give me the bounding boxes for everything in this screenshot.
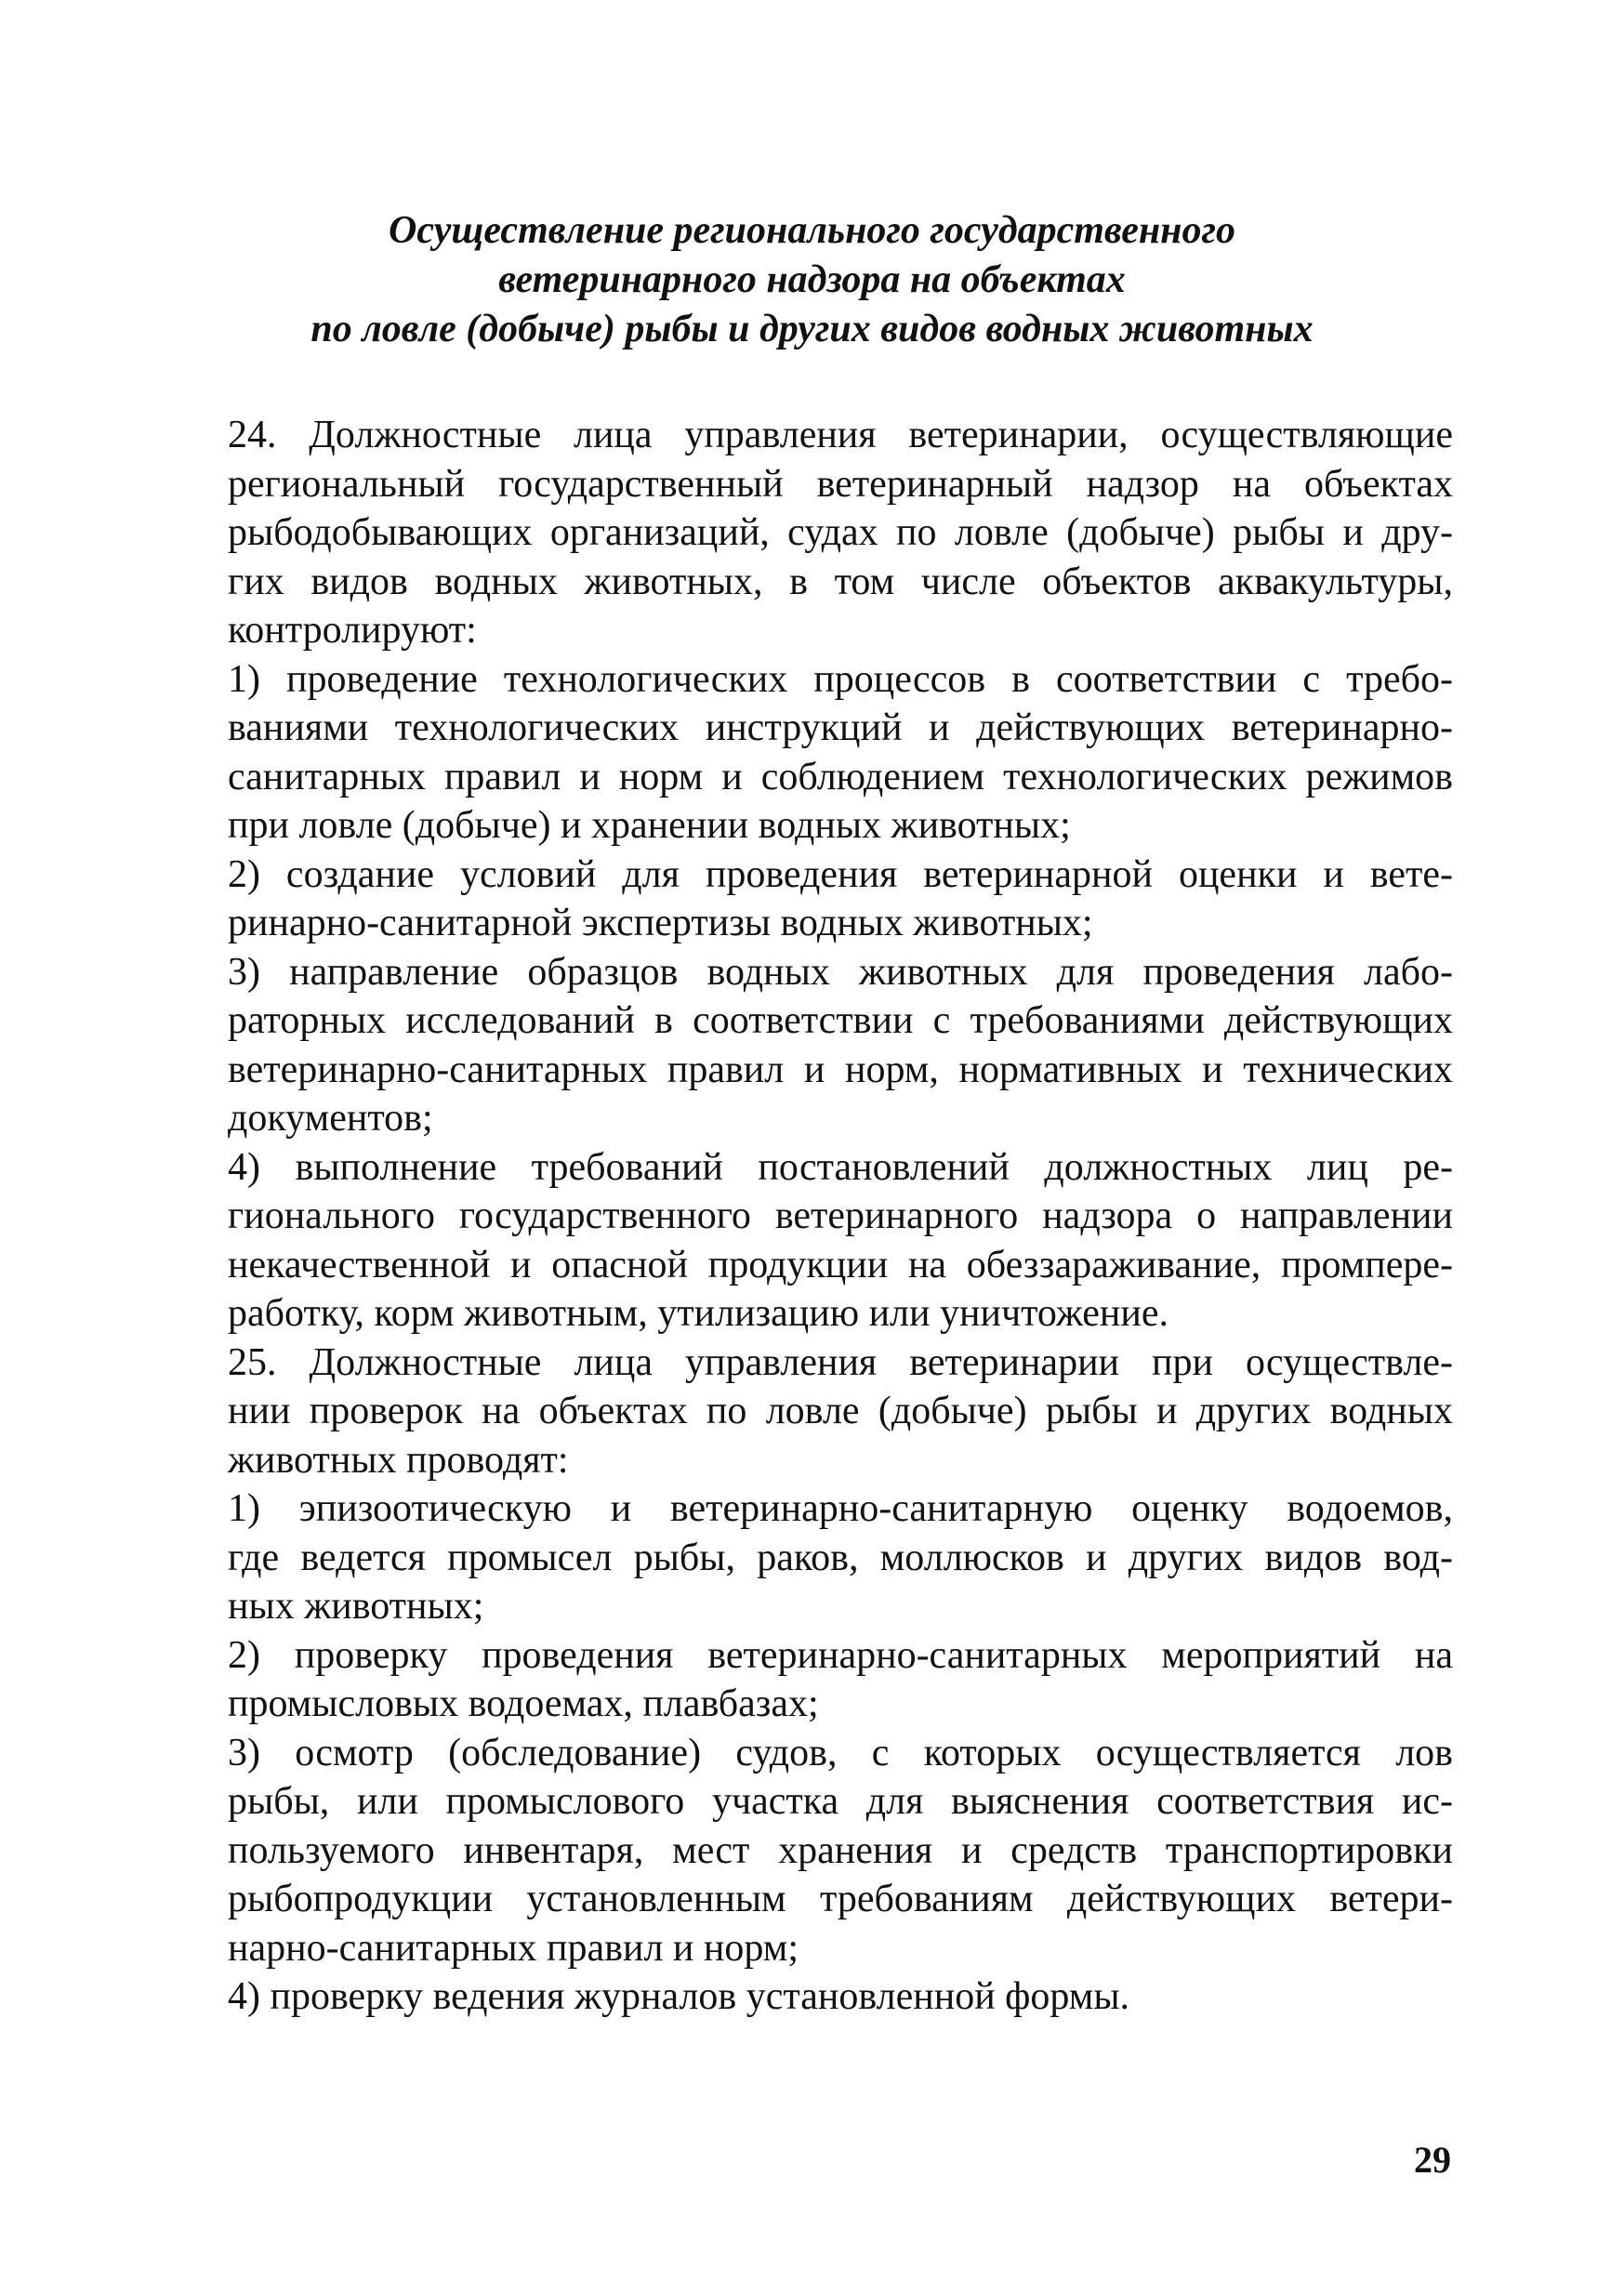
text-line: гионального государственного ветеринарного надзора о направлении — [228, 1194, 1453, 1237]
paragraph-24-item-2 — [175, 851, 1453, 948]
text-line: нарно-санитарных правил и норм; — [228, 1926, 799, 1970]
paragraph-24 — [175, 411, 1453, 655]
text-line: 1) проведение технологических процессов в соответствии с требо- — [228, 657, 1453, 701]
text-line: нии проверок на объектах по ловле (добыче) рыбы и других водных — [228, 1390, 1453, 1432]
text-line: документов; — [228, 1097, 433, 1140]
paragraph-25-item-3 — [175, 1729, 1453, 1973]
text-line: 3) направление образцов водных животных для проведения лабо- — [228, 950, 1453, 994]
text-line: рыбы, или промыслового участка для выяснения соответствия ис- — [228, 1780, 1453, 1823]
text-line: гих видов водных животных, в том числе объектов аквакультуры, — [228, 560, 1453, 603]
text-line: контролируют: — [228, 609, 477, 652]
text-line: ных животных; — [228, 1585, 484, 1628]
paragraph-25-item-1 — [175, 1484, 1453, 1631]
paragraph-25 — [175, 1339, 1453, 1485]
text-line: раторных исследований в соответствии с требованиями действующих — [228, 999, 1453, 1042]
heading-line: ветеринарного надзора на объектах — [498, 258, 1126, 301]
text-line: ваниями технологических инструкций и действующих ветеринарно- — [228, 706, 1453, 749]
text-line: 1) эпизоотическую и ветеринарно-санитарную оценку водоемов, — [228, 1487, 1453, 1530]
text-line: некачественной и опасной продукции на обеззараживание, промпере- — [228, 1243, 1453, 1286]
page-number: 29 — [1414, 2139, 1451, 2181]
text-line: региональный государственный ветеринарный надзор на объектах — [228, 462, 1453, 506]
text-line: промысловых водоемах, плавбазах; — [228, 1682, 819, 1725]
paragraph-24-item-4 — [175, 1143, 1453, 1339]
text-line: 4) проверку ведения журналов установленной формы. — [228, 1975, 1130, 2018]
text-line: 24. Должностные лица управления ветеринарии, осуществляющие — [228, 414, 1453, 456]
text-line: 3) осмотр (обследование) судов, с которых осуществляется лов — [228, 1731, 1453, 1774]
paragraph-25-item-4 — [175, 1972, 1453, 2022]
text-line: рыбодобывающих организаций, судах по ловле (добыче) рыбы и дру- — [228, 511, 1453, 554]
text-line: при ловле (добыче) и хранении водных животных; — [228, 804, 1071, 847]
text-line: 2) проверку проведения ветеринарно-санитарных мероприятий на — [228, 1633, 1453, 1677]
text-line: 4) выполнение требований постановлений должностных лиц ре- — [228, 1145, 1453, 1189]
section-heading — [0, 206, 1624, 354]
text-line: где ведется промысел рыбы, раков, моллюсков и других видов вод- — [228, 1536, 1453, 1579]
text-line: санитарных правил и норм и соблюдением технологических режимов — [228, 755, 1453, 798]
text-line: 25. Должностные лица управления ветеринарии при осуществле- — [228, 1340, 1453, 1384]
text-line: работку, корм животным, утилизацию или уничтожение. — [228, 1292, 1169, 1335]
text-line: животных проводят: — [228, 1438, 569, 1482]
heading-line: Осуществление регионального государственного — [389, 209, 1235, 252]
heading-line: по ловле (добыче) рыбы и других видов водных животных — [310, 308, 1314, 350]
text-line: ринарно-санитарной экспертизы водных животных; — [228, 902, 1093, 944]
text-line: ветеринарно-санитарных правил и норм, нормативных и технических — [228, 1048, 1453, 1091]
paragraph-24-item-1 — [175, 655, 1453, 851]
paragraph-25-item-2 — [175, 1631, 1453, 1729]
paragraph-24-item-3 — [175, 948, 1453, 1143]
body-text — [175, 411, 1453, 2022]
text-line: рыбопродукции установленным требованиям действующих ветери- — [228, 1878, 1453, 1920]
text-line: 2) создание условий для проведения ветеринарной оценки и вете- — [228, 852, 1453, 896]
text-line: пользуемого инвентаря, мест хранения и средств транспортировки — [228, 1828, 1453, 1872]
